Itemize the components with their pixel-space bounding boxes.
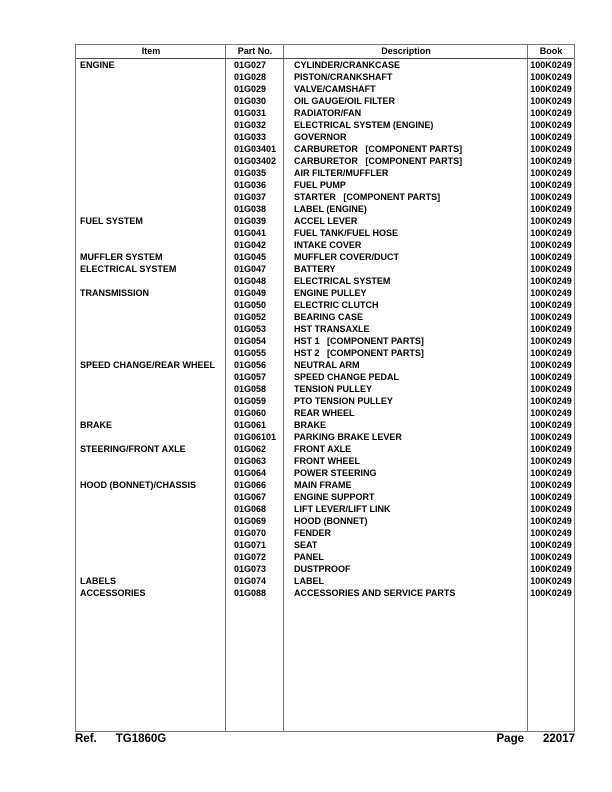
description-cell: RADIATOR/FAN — [294, 108, 362, 118]
part-no-cell: 01G036 — [234, 180, 267, 190]
description-cell: LABEL (ENGINE) — [294, 204, 367, 214]
item-cell — [76, 323, 226, 335]
header-book: Book — [539, 46, 563, 56]
item-cell: LABELS — [80, 576, 116, 586]
item-cell — [76, 371, 226, 383]
item-cell — [76, 335, 226, 347]
description-cell: HOOD (BONNET) — [294, 516, 368, 526]
table-row — [76, 419, 574, 431]
book-cell: 100K0249 — [530, 192, 572, 202]
table-row — [76, 395, 574, 407]
table-header-row — [76, 45, 574, 59]
book-cell: 100K0249 — [530, 552, 572, 562]
table-row — [76, 275, 574, 287]
part-no-cell: 01G066 — [234, 480, 267, 490]
description-cell: HST TRANSAXLE — [294, 324, 370, 334]
item-cell — [76, 299, 226, 311]
book-cell: 100K0249 — [530, 252, 572, 262]
table-row — [76, 407, 574, 419]
description-cell: CARBURETOR [COMPONENT PARTS] — [294, 144, 463, 154]
footer-reference — [75, 733, 166, 746]
description-cell: ELECTRICAL SYSTEM — [294, 276, 391, 286]
item-cell — [76, 275, 226, 287]
table-row — [76, 479, 574, 491]
book-cell: 100K0249 — [530, 492, 572, 502]
part-no-cell: 01G03402 — [234, 156, 277, 166]
table-row — [76, 71, 574, 83]
book-cell: 100K0249 — [530, 504, 572, 514]
table-row — [76, 107, 574, 119]
description-cell: MAIN FRAME — [294, 480, 352, 490]
table-row — [76, 491, 574, 503]
item-cell — [76, 191, 226, 203]
description-cell: PTO TENSION PULLEY — [294, 396, 393, 406]
description-cell: REAR WHEEL — [294, 408, 355, 418]
table-row — [76, 299, 574, 311]
table-row — [76, 287, 574, 299]
item-cell — [76, 167, 226, 179]
part-no-cell: 01G074 — [234, 576, 267, 586]
book-cell: 100K0249 — [530, 336, 572, 346]
part-no-cell: 01G030 — [234, 96, 267, 106]
item-cell — [76, 143, 226, 155]
item-cell: HOOD (BONNET)/CHASSIS — [80, 480, 197, 490]
description-cell: PISTON/CRANKSHAFT — [294, 72, 393, 82]
description-cell: SPEED CHANGE PEDAL — [294, 372, 400, 382]
table-row — [76, 143, 574, 155]
item-cell: ENGINE — [80, 60, 115, 70]
part-no-cell: 01G047 — [234, 264, 267, 274]
book-cell: 100K0249 — [530, 60, 572, 70]
description-cell: CARBURETOR [COMPONENT PARTS] — [294, 156, 463, 166]
header-description: Description — [381, 46, 431, 56]
book-cell: 100K0249 — [530, 156, 572, 166]
part-no-cell: 01G064 — [234, 468, 267, 478]
item-cell — [76, 83, 226, 95]
description-cell: FRONT AXLE — [294, 444, 352, 454]
book-cell: 100K0249 — [530, 216, 572, 226]
item-cell — [76, 95, 226, 107]
description-cell: POWER STEERING — [294, 468, 377, 478]
table-row — [76, 167, 574, 179]
part-no-cell: 01G073 — [234, 564, 267, 574]
table-row — [76, 95, 574, 107]
table-row — [76, 59, 574, 71]
description-cell: INTAKE COVER — [294, 240, 362, 250]
description-cell: MUFFLER COVER/DUCT — [294, 252, 399, 262]
description-cell: PARKING BRAKE LEVER — [294, 432, 402, 442]
book-cell: 100K0249 — [530, 168, 572, 178]
table-row — [76, 527, 574, 539]
book-cell: 100K0249 — [530, 300, 572, 310]
item-cell — [76, 311, 226, 323]
part-no-cell: 01G061 — [234, 420, 267, 430]
part-no-cell: 01G041 — [234, 228, 267, 238]
item-cell: STEERING/FRONT AXLE — [80, 444, 186, 454]
book-cell: 100K0249 — [530, 420, 572, 430]
book-cell: 100K0249 — [530, 144, 572, 154]
description-cell: PANEL — [294, 552, 324, 562]
item-cell — [76, 431, 226, 443]
item-cell — [76, 515, 226, 527]
header-item: Item — [141, 46, 161, 56]
description-cell: ELECTRICAL SYSTEM (ENGINE) — [294, 120, 434, 130]
page-footer — [75, 733, 575, 746]
book-cell: 100K0249 — [530, 456, 572, 466]
item-cell — [76, 155, 226, 167]
description-cell: HST 2 [COMPONENT PARTS] — [294, 348, 424, 358]
table-row — [76, 191, 574, 203]
book-cell: 100K0249 — [530, 528, 572, 538]
part-no-cell: 01G049 — [234, 288, 267, 298]
book-cell: 100K0249 — [530, 108, 572, 118]
book-cell: 100K0249 — [530, 372, 572, 382]
item-cell — [76, 503, 226, 515]
book-cell: 100K0249 — [530, 228, 572, 238]
part-no-cell: 01G03401 — [234, 144, 277, 154]
footer-page — [497, 733, 575, 746]
description-cell: STARTER [COMPONENT PARTS] — [294, 192, 441, 202]
description-cell: DUSTPROOF — [294, 564, 351, 574]
table-row — [76, 83, 574, 95]
part-no-cell: 01G052 — [234, 312, 267, 322]
description-cell: LABEL — [294, 576, 324, 586]
part-no-cell: 01G038 — [234, 204, 267, 214]
description-cell: FUEL TANK/FUEL HOSE — [294, 228, 399, 238]
table-row — [76, 503, 574, 515]
table-row — [76, 239, 574, 251]
part-no-cell: 01G06101 — [234, 432, 277, 442]
book-cell: 100K0249 — [530, 516, 572, 526]
part-no-cell: 01G029 — [234, 84, 267, 94]
part-no-cell: 01G057 — [234, 372, 267, 382]
part-no-cell: 01G054 — [234, 336, 267, 346]
table-row — [76, 359, 574, 371]
part-no-cell: 01G048 — [234, 276, 267, 286]
description-cell: LIFT LEVER/LIFT LINK — [294, 504, 391, 514]
item-cell — [76, 71, 226, 83]
part-no-cell: 01G050 — [234, 300, 267, 310]
description-cell: GOVERNOR — [294, 132, 347, 142]
book-cell: 100K0249 — [530, 480, 572, 490]
item-cell — [76, 527, 226, 539]
description-cell: ENGINE PULLEY — [294, 288, 367, 298]
table-row — [76, 539, 574, 551]
part-no-cell: 01G033 — [234, 132, 267, 142]
table-body — [76, 59, 574, 599]
item-cell — [76, 407, 226, 419]
part-no-cell: 01G035 — [234, 168, 267, 178]
item-cell: MUFFLER SYSTEM — [80, 252, 163, 262]
table-row — [76, 371, 574, 383]
book-cell: 100K0249 — [530, 132, 572, 142]
book-cell: 100K0249 — [530, 360, 572, 370]
description-cell: BATTERY — [294, 264, 336, 274]
table-row — [76, 155, 574, 167]
item-cell: ELECTRICAL SYSTEM — [80, 264, 177, 274]
part-no-cell: 01G062 — [234, 444, 267, 454]
book-cell: 100K0249 — [530, 240, 572, 250]
part-no-cell: 01G059 — [234, 396, 267, 406]
part-no-cell: 01G045 — [234, 252, 267, 262]
book-cell: 100K0249 — [530, 96, 572, 106]
item-cell — [76, 347, 226, 359]
table-row — [76, 347, 574, 359]
table-row — [76, 515, 574, 527]
book-cell: 100K0249 — [530, 288, 572, 298]
book-cell: 100K0249 — [530, 468, 572, 478]
part-no-cell: 01G060 — [234, 408, 267, 418]
part-no-cell: 01G063 — [234, 456, 267, 466]
book-cell: 100K0249 — [530, 576, 572, 586]
item-cell — [76, 467, 226, 479]
description-cell: ACCEL LEVER — [294, 216, 358, 226]
table-row — [76, 467, 574, 479]
item-cell — [76, 179, 226, 191]
table-row — [76, 335, 574, 347]
part-no-cell: 01G068 — [234, 504, 267, 514]
table-row — [76, 179, 574, 191]
part-no-cell: 01G058 — [234, 384, 267, 394]
part-no-cell: 01G031 — [234, 108, 267, 118]
table-row — [76, 575, 574, 587]
book-cell: 100K0249 — [530, 324, 572, 334]
book-cell: 100K0249 — [530, 72, 572, 82]
table-row — [76, 455, 574, 467]
item-cell — [76, 551, 226, 563]
item-cell — [76, 107, 226, 119]
table-row — [76, 119, 574, 131]
description-cell: BRAKE — [294, 420, 327, 430]
part-no-cell: 01G067 — [234, 492, 267, 502]
ref-label: Ref. — [75, 733, 97, 745]
part-no-cell: 01G069 — [234, 516, 267, 526]
table-row — [76, 383, 574, 395]
book-cell: 100K0249 — [530, 204, 572, 214]
table-row — [76, 215, 574, 227]
book-cell: 100K0249 — [530, 120, 572, 130]
item-cell — [76, 131, 226, 143]
part-no-cell: 01G032 — [234, 120, 267, 130]
part-no-cell: 01G037 — [234, 192, 267, 202]
part-no-cell: 01G072 — [234, 552, 267, 562]
description-cell: FRONT WHEEL — [294, 456, 360, 466]
parts-table — [75, 44, 575, 732]
item-cell: BRAKE — [80, 420, 113, 430]
item-cell — [76, 455, 226, 467]
table-row — [76, 443, 574, 455]
table-row — [76, 587, 574, 599]
item-cell: TRANSMISSION — [80, 288, 150, 298]
book-cell: 100K0249 — [530, 384, 572, 394]
description-cell: TENSION PULLEY — [294, 384, 373, 394]
item-cell — [76, 383, 226, 395]
description-cell: ACCESSORIES AND SERVICE PARTS — [294, 588, 456, 598]
description-cell: HST 1 [COMPONENT PARTS] — [294, 336, 424, 346]
item-cell — [76, 539, 226, 551]
description-cell: VALVE/CAMSHAFT — [294, 84, 376, 94]
table-row — [76, 263, 574, 275]
header-part-no: Part No. — [237, 46, 273, 56]
item-cell — [76, 203, 226, 215]
part-no-cell: 01G070 — [234, 528, 267, 538]
book-cell: 100K0249 — [530, 540, 572, 550]
book-cell: 100K0249 — [530, 348, 572, 358]
item-cell: ACCESSORIES — [80, 588, 146, 598]
item-cell — [76, 227, 226, 239]
description-cell: OIL GAUGE/OIL FILTER — [294, 96, 396, 106]
part-no-cell: 01G028 — [234, 72, 267, 82]
table-row — [76, 203, 574, 215]
description-cell: FENDER — [294, 528, 332, 538]
page-number: 22017 — [543, 733, 575, 745]
book-cell: 100K0249 — [530, 84, 572, 94]
part-no-cell: 01G071 — [234, 540, 267, 550]
book-cell: 100K0249 — [530, 276, 572, 286]
book-cell: 100K0249 — [530, 588, 572, 598]
book-cell: 100K0249 — [530, 564, 572, 574]
part-no-cell: 01G056 — [234, 360, 267, 370]
item-cell — [76, 563, 226, 575]
part-no-cell: 01G027 — [234, 60, 267, 70]
description-cell: NEUTRAL ARM — [294, 360, 360, 370]
item-cell — [76, 239, 226, 251]
part-no-cell: 01G053 — [234, 324, 267, 334]
description-cell: SEAT — [294, 540, 318, 550]
book-cell: 100K0249 — [530, 312, 572, 322]
table-row — [76, 227, 574, 239]
part-no-cell: 01G055 — [234, 348, 267, 358]
table-row — [76, 311, 574, 323]
page-label: Page — [496, 733, 525, 745]
table-row — [76, 431, 574, 443]
table-row — [76, 551, 574, 563]
item-cell: SPEED CHANGE/REAR WHEEL — [80, 360, 216, 370]
part-no-cell: 01G088 — [234, 588, 267, 598]
book-cell: 100K0249 — [530, 396, 572, 406]
item-cell: FUEL SYSTEM — [80, 216, 143, 226]
item-cell — [76, 491, 226, 503]
table-row — [76, 251, 574, 263]
table-row — [76, 131, 574, 143]
item-cell — [76, 395, 226, 407]
ref-value: TG1860G — [115, 733, 167, 745]
description-cell: AIR FILTER/MUFFLER — [294, 168, 389, 178]
table-row — [76, 323, 574, 335]
book-cell: 100K0249 — [530, 264, 572, 274]
description-cell: ENGINE SUPPORT — [294, 492, 375, 502]
part-no-cell: 01G039 — [234, 216, 267, 226]
description-cell: CYLINDER/CRANKCASE — [294, 60, 401, 70]
book-cell: 100K0249 — [530, 444, 572, 454]
table-row — [76, 563, 574, 575]
book-cell: 100K0249 — [530, 408, 572, 418]
book-cell: 100K0249 — [530, 180, 572, 190]
item-cell — [76, 119, 226, 131]
description-cell: BEARING CASE — [294, 312, 364, 322]
part-no-cell: 01G042 — [234, 240, 267, 250]
description-cell: ELECTRIC CLUTCH — [294, 300, 379, 310]
book-cell: 100K0249 — [530, 432, 572, 442]
description-cell: FUEL PUMP — [294, 180, 346, 190]
